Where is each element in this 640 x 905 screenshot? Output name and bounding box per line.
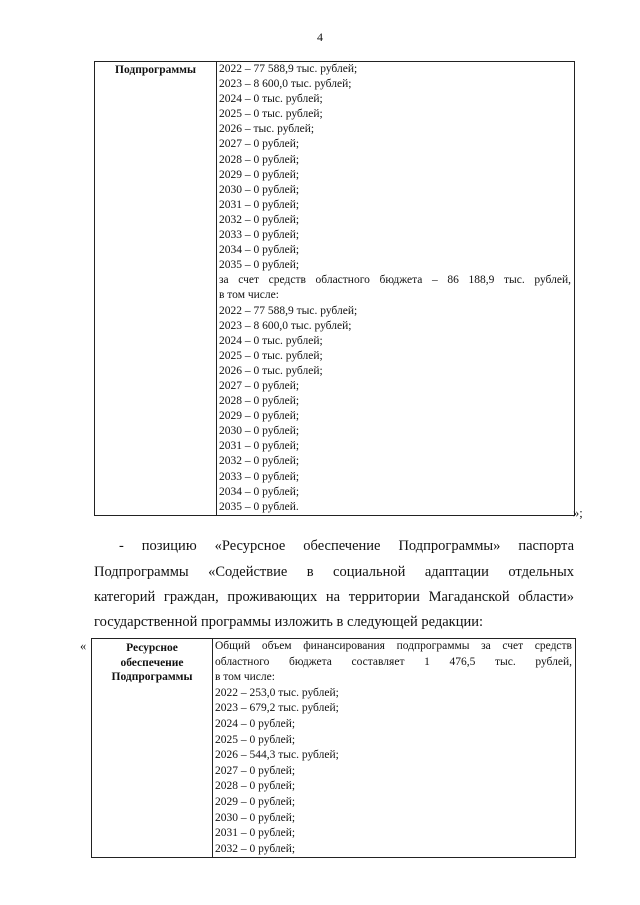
year-funding-line: 2030 – 0 рублей; bbox=[219, 425, 300, 438]
year-funding-line: 2032 – 0 рублей; bbox=[215, 842, 296, 855]
year-funding-line: 2026 – 0 тыс. рублей; bbox=[219, 364, 323, 377]
year-funding-line: 2025 – 0 тыс. рублей; bbox=[219, 108, 323, 121]
year-funding-line: 2025 – 0 тыс. рублей; bbox=[219, 349, 323, 362]
year-funding-line: 2035 – 0 рублей; bbox=[219, 259, 300, 272]
year-funding-line: 2029 – 0 рублей; bbox=[215, 795, 296, 808]
paragraph-line-1: - позицию «Ресурсное обеспечение Подпрограммы» паспорта bbox=[119, 538, 574, 554]
table2-header-line-2: обеспечение bbox=[120, 656, 184, 669]
table1-budget-line: за счет средств областного бюджета – 86 188,9 тыс. рублей, bbox=[219, 274, 571, 287]
year-funding-line: 2027 – 0 рублей; bbox=[219, 138, 300, 151]
year-funding-line: 2026 – тыс. рублей; bbox=[219, 123, 315, 136]
table2-content-cell bbox=[213, 639, 576, 858]
subprogram-funding-table bbox=[94, 61, 575, 516]
year-funding-line: 2029 – 0 рублей; bbox=[219, 410, 300, 423]
year-funding-line: 2024 – 0 тыс. рублей; bbox=[219, 334, 323, 347]
table1-year-list-total bbox=[219, 62, 571, 273]
paragraph-line-3: категорий граждан, проживающих на территории Магаданской области» bbox=[94, 589, 574, 605]
year-funding-line: 2028 – 0 рублей; bbox=[219, 395, 300, 408]
year-funding-line: 2027 – 0 рублей; bbox=[215, 764, 296, 777]
table2-intro-line-1: Общий объем финансирования подпрограммы за счет средств bbox=[215, 640, 572, 652]
year-funding-line: 2034 – 0 рублей; bbox=[219, 244, 300, 257]
year-funding-line: 2023 – 8 600,0 тыс. рублей; bbox=[219, 319, 352, 332]
resource-provision-table bbox=[91, 638, 576, 858]
year-funding-line: 2030 – 0 рублей; bbox=[219, 183, 300, 196]
year-funding-line: 2031 – 0 рублей; bbox=[215, 827, 296, 840]
opening-quote: « bbox=[80, 639, 87, 653]
year-funding-line: 2028 – 0 рублей; bbox=[219, 153, 300, 166]
year-funding-line: 2035 – 0 рублей. bbox=[219, 500, 299, 513]
table1-year-list-regional bbox=[219, 304, 571, 515]
paragraph-line-4: государственной программы изложить в следующей редакции: bbox=[94, 614, 484, 630]
year-funding-line: 2023 – 8 600,0 тыс. рублей; bbox=[219, 78, 352, 91]
year-funding-line: 2029 – 0 рублей; bbox=[219, 168, 300, 181]
table1-header-cell bbox=[95, 62, 217, 516]
year-funding-line: 2022 – 77 588,9 тыс. рублей; bbox=[219, 304, 358, 317]
year-funding-line: 2032 – 0 рублей; bbox=[219, 455, 300, 468]
year-funding-line: 2025 – 0 рублей; bbox=[215, 733, 296, 746]
year-funding-line: 2028 – 0 рублей; bbox=[215, 780, 296, 793]
table2-header-cell bbox=[92, 639, 213, 858]
year-funding-line: 2031 – 0 рублей; bbox=[219, 440, 300, 453]
table2-intro-line-2: областного бюджета составляет 1 476,5 тыс. рублей, bbox=[215, 655, 572, 668]
table1-budget-line-2: в том числе: bbox=[219, 289, 279, 302]
year-funding-line: 2030 – 0 рублей; bbox=[215, 811, 296, 824]
year-funding-line: 2031 – 0 рублей; bbox=[219, 198, 300, 211]
table2-header-line-3: Подпрограммы bbox=[111, 671, 193, 684]
year-funding-line: 2024 – 0 тыс. рублей; bbox=[219, 93, 323, 106]
page-number: 4 bbox=[317, 30, 323, 44]
year-funding-line: 2034 – 0 рублей; bbox=[219, 485, 300, 498]
table1-header: Подпрограммы bbox=[115, 64, 196, 76]
table2-intro-line-3: в том числе: bbox=[215, 671, 275, 684]
year-funding-line: 2033 – 0 рублей; bbox=[219, 470, 300, 483]
paragraph-line-2: Подпрограммы «Содействие в социальной адаптации отдельных bbox=[94, 564, 574, 580]
year-funding-line: 2032 – 0 рублей; bbox=[219, 213, 300, 226]
table2-header-line-1: Ресурсное bbox=[126, 642, 178, 654]
year-funding-line: 2023 – 679,2 тыс. рублей; bbox=[215, 702, 339, 715]
year-funding-line: 2024 – 0 рублей; bbox=[215, 717, 296, 730]
table2-header bbox=[92, 639, 212, 685]
year-funding-line: 2022 – 253,0 тыс. рублей; bbox=[215, 686, 339, 699]
closing-quote: »; bbox=[573, 506, 583, 520]
year-funding-line: 2022 – 77 588,9 тыс. рублей; bbox=[219, 63, 358, 75]
table1-content-cell bbox=[217, 62, 575, 516]
year-funding-line: 2033 – 0 рублей; bbox=[219, 229, 300, 242]
year-funding-line: 2026 – 544,3 тыс. рублей; bbox=[215, 749, 339, 762]
year-funding-line: 2027 – 0 рублей; bbox=[219, 379, 300, 392]
table2-year-list bbox=[215, 686, 572, 858]
